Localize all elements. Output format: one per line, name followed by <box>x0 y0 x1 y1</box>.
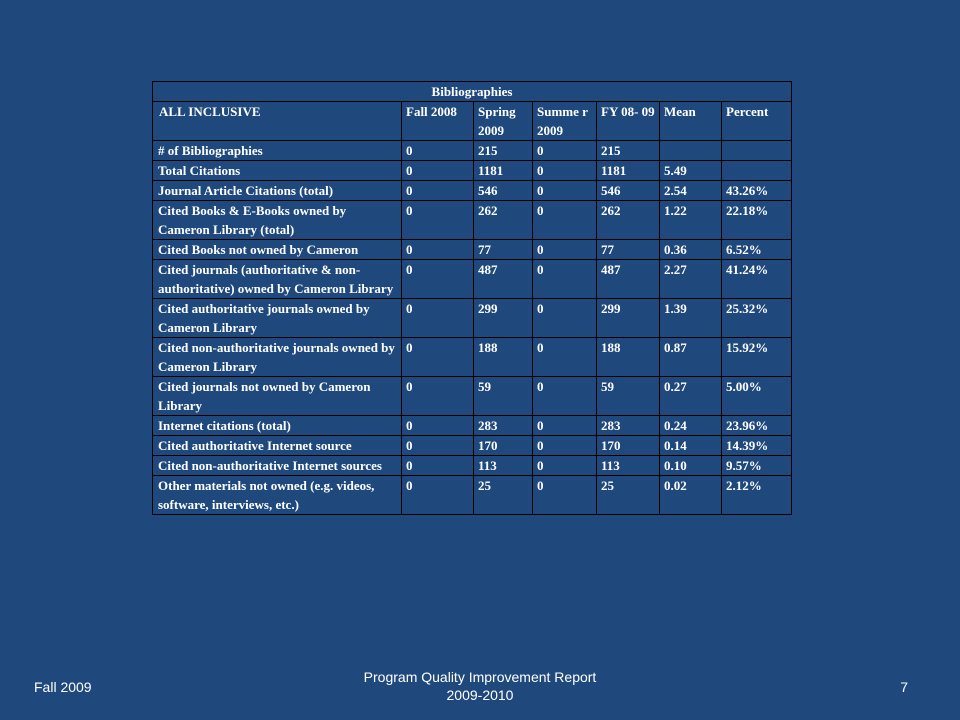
table-cell: 5.49 <box>660 161 722 181</box>
table-cell: 9.57% <box>722 456 792 476</box>
table-cell: 0.36 <box>660 240 722 260</box>
row-label-cell: Cited non-authoritative Internet sources <box>153 456 402 476</box>
table-cell: 0 <box>533 299 597 338</box>
table-cell: 113 <box>474 456 533 476</box>
table-cell: 0 <box>402 240 474 260</box>
table-cell: 188 <box>597 338 660 377</box>
table-cell: 1181 <box>597 161 660 181</box>
table-cell: 0 <box>402 456 474 476</box>
table-cell: 0 <box>533 161 597 181</box>
table-cell: 43.26% <box>722 181 792 201</box>
table-cell: 0 <box>533 436 597 456</box>
row-label-cell: Cited non-authoritative journals owned by Cameron Library <box>153 338 402 377</box>
table-cell: 77 <box>597 240 660 260</box>
footer-title-line1: Program Quality Improvement Report <box>363 669 597 685</box>
table-row <box>153 240 792 260</box>
table-title-row <box>153 82 792 102</box>
table-cell: 0.02 <box>660 476 722 515</box>
column-header-row <box>153 102 792 141</box>
table-cell: 41.24% <box>722 260 792 299</box>
table-cell <box>660 141 722 161</box>
table-cell: 0 <box>533 377 597 416</box>
row-label-cell: Cited authoritative Internet source <box>153 436 402 456</box>
table-cell: 0 <box>533 338 597 377</box>
table-cell: 25 <box>474 476 533 515</box>
table-cell: 299 <box>474 299 533 338</box>
table-cell: 487 <box>597 260 660 299</box>
table-cell <box>722 141 792 161</box>
table-cell: 0 <box>533 260 597 299</box>
table-row <box>153 338 792 377</box>
row-label-cell: Cited journals (authoritative & non-authoritative) owned by Cameron Library <box>153 260 402 299</box>
column-header: Mean <box>660 102 722 141</box>
table-cell: 487 <box>474 260 533 299</box>
row-label-cell: Journal Article Citations (total) <box>153 181 402 201</box>
table-cell: 0.27 <box>660 377 722 416</box>
table-row <box>153 201 792 240</box>
column-header: Spring 2009 <box>474 102 533 141</box>
table-row <box>153 181 792 201</box>
table-cell: 0 <box>402 260 474 299</box>
table-cell: 0 <box>402 377 474 416</box>
table-cell: 170 <box>474 436 533 456</box>
table-cell: 299 <box>597 299 660 338</box>
table-cell: 2.12% <box>722 476 792 515</box>
table-cell: 0 <box>402 436 474 456</box>
table-cell: 0 <box>533 181 597 201</box>
table-cell: 215 <box>597 141 660 161</box>
table-cell: 0 <box>402 141 474 161</box>
footer-title-line2: 2009-2010 <box>446 687 514 703</box>
table-row <box>153 260 792 299</box>
table-row <box>153 141 792 161</box>
table-cell: 6.52% <box>722 240 792 260</box>
table-cell: 283 <box>597 416 660 436</box>
table-cell: 0.14 <box>660 436 722 456</box>
table-cell: 77 <box>474 240 533 260</box>
table-cell: 0 <box>402 161 474 181</box>
table-cell: 0 <box>533 416 597 436</box>
table-cell: 0.24 <box>660 416 722 436</box>
table-row <box>153 299 792 338</box>
footer-date: Fall 2009 <box>34 679 92 695</box>
table-cell: 0 <box>533 456 597 476</box>
table-cell: 262 <box>474 201 533 240</box>
row-label-cell: Internet citations (total) <box>153 416 402 436</box>
row-label-cell: Cited Books & E-Books owned by Cameron Library (total) <box>153 201 402 240</box>
table-cell: 1181 <box>474 161 533 181</box>
row-label-cell: Cited authoritative journals owned by Cameron Library <box>153 299 402 338</box>
table-row <box>153 416 792 436</box>
column-header: Summe r 2009 <box>533 102 597 141</box>
table-cell: 25 <box>597 476 660 515</box>
row-label-cell: Cited journals not owned by Cameron Library <box>153 377 402 416</box>
table-cell: 59 <box>597 377 660 416</box>
table-row <box>153 436 792 456</box>
table-row <box>153 456 792 476</box>
table-row <box>153 377 792 416</box>
table-cell: 2.27 <box>660 260 722 299</box>
table-cell: 5.00% <box>722 377 792 416</box>
footer-title <box>300 668 660 704</box>
table-cell: 0 <box>402 338 474 377</box>
table-cell: 0 <box>533 141 597 161</box>
table-cell: 170 <box>597 436 660 456</box>
column-header: FY 08- 09 <box>597 102 660 141</box>
table-cell: 546 <box>597 181 660 201</box>
table-cell: 0.87 <box>660 338 722 377</box>
table-row <box>153 476 792 515</box>
table-cell: 25.32% <box>722 299 792 338</box>
table-cell: 215 <box>474 141 533 161</box>
table-title: Bibliographies <box>153 82 792 102</box>
table-cell: 188 <box>474 338 533 377</box>
bibliographies-table <box>152 81 792 515</box>
table-cell: 0 <box>402 299 474 338</box>
table-cell: 23.96% <box>722 416 792 436</box>
table-cell: 2.54 <box>660 181 722 201</box>
table-cell: 1.39 <box>660 299 722 338</box>
row-label-cell: Cited Books not owned by Cameron <box>153 240 402 260</box>
table-cell: 0 <box>533 201 597 240</box>
table-row <box>153 161 792 181</box>
table-cell: 113 <box>597 456 660 476</box>
table-body <box>153 102 792 515</box>
table-cell: 0 <box>402 416 474 436</box>
table-cell: 262 <box>597 201 660 240</box>
table-cell: 0 <box>402 476 474 515</box>
column-header: Percent <box>722 102 792 141</box>
table-cell: 546 <box>474 181 533 201</box>
table-cell: 15.92% <box>722 338 792 377</box>
table-cell: 1.22 <box>660 201 722 240</box>
table-cell: 283 <box>474 416 533 436</box>
row-label-cell: Other materials not owned (e.g. videos, software, interviews, etc.) <box>153 476 402 515</box>
row-label-cell: Total Citations <box>153 161 402 181</box>
table-cell: 0 <box>402 181 474 201</box>
table-cell: 0 <box>533 476 597 515</box>
page-number: 7 <box>900 679 908 695</box>
table-cell: 22.18% <box>722 201 792 240</box>
row-label-cell: # of Bibliographies <box>153 141 402 161</box>
table-cell: 14.39% <box>722 436 792 456</box>
table-cell <box>722 161 792 181</box>
table-cell: 0 <box>402 201 474 240</box>
table-cell: 59 <box>474 377 533 416</box>
column-header: ALL INCLUSIVE <box>153 102 402 141</box>
table-cell: 0.10 <box>660 456 722 476</box>
table-cell: 0 <box>533 240 597 260</box>
column-header: Fall 2008 <box>402 102 474 141</box>
